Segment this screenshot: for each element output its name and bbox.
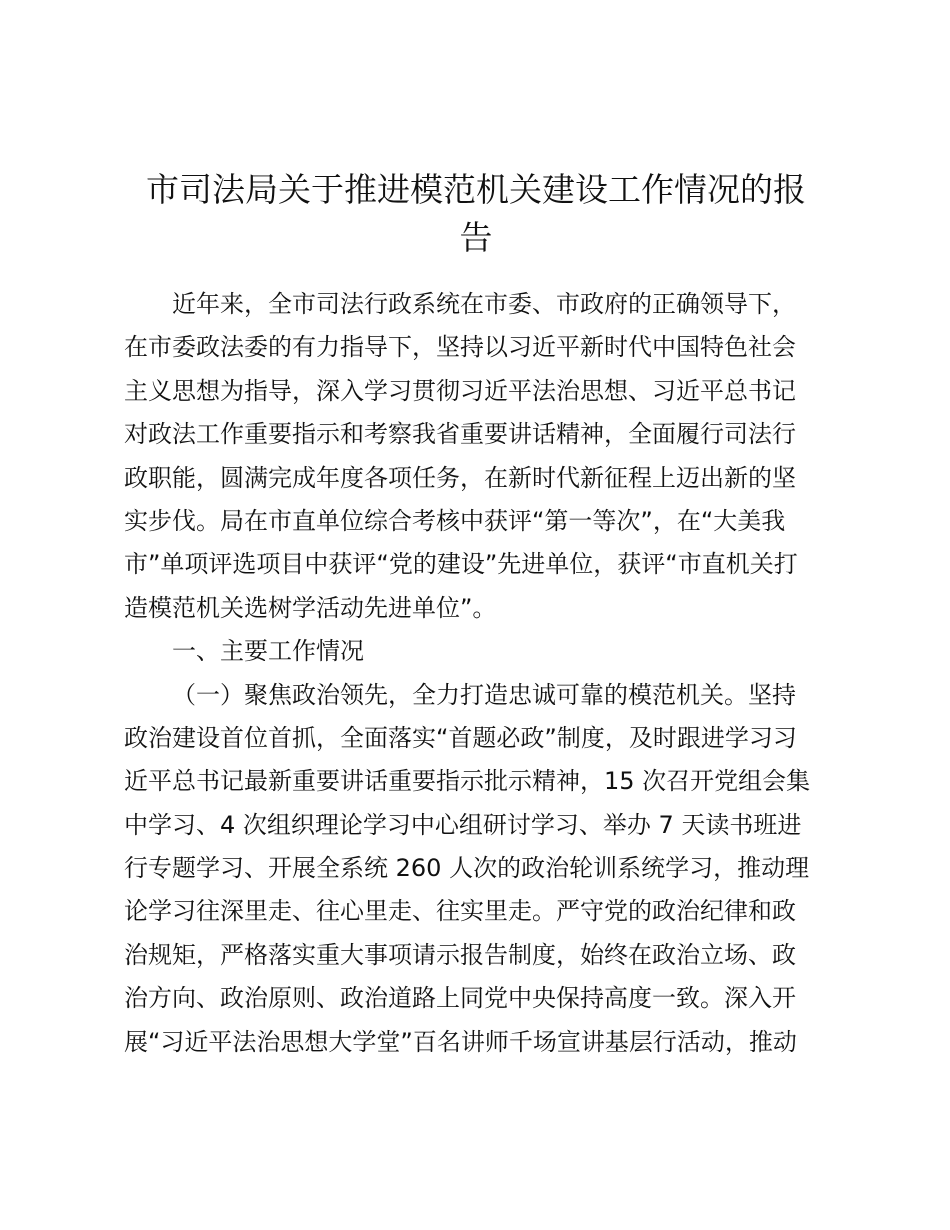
paragraph-line: 实步伐。局在市直单位综合考核中获评“第一等次”，在“大美我 <box>124 506 786 535</box>
paragraph-line: 在市委政法委的有力指导下，坚持以习近平新时代中国特色社会 <box>124 333 796 362</box>
paragraph-line: 近平总书记最新重要讲话重要指示批示精神，15 次召开党组会集 <box>124 767 811 796</box>
paragraph-line: 行专题学习、开展全系统 260 人次的政治轮训系统学习，推动理 <box>124 854 810 883</box>
title-line-2: 告 <box>459 218 493 257</box>
paragraph-line: 政治建设首位首抓，全面落实“首题必政”制度，及时跟进学习习 <box>124 723 797 752</box>
paragraph-line: 中学习、4 次组织理论学习中心组研讨学习、举办 7 天读书班进 <box>124 810 802 839</box>
document-title <box>124 166 828 262</box>
paragraph-line: 展“习近平法治思想大学堂”百名讲师千场宣讲基层行活动，推动 <box>124 1027 797 1056</box>
subsection-heading-line: （一）聚焦政治领先，全力打造忠诚可靠的模范机关。坚持 <box>172 680 796 709</box>
title-line-1: 市司法局关于推进模范机关建设工作情况的报 <box>146 170 806 209</box>
paragraph-line: 市”单项评选项目中获评“党的建设”先进单位，获评“市直机关打 <box>124 550 798 579</box>
paragraph-line: 近年来，全市司法行政系统在市委、市政府的正确领导下， <box>172 290 796 318</box>
paragraph-line: 对政法工作重要指示和考察我省重要讲话精神，全面履行司法行 <box>124 420 796 449</box>
paragraph-line: 治方向、政治原则、政治道路上同党中央保持高度一致。深入开 <box>124 984 796 1013</box>
paragraph-line: 治规矩，严格落实重大事项请示报告制度，始终在政治立场、政 <box>124 940 796 969</box>
paragraph-line: 政职能，圆满完成年度各项任务，在新时代新征程上迈出新的坚 <box>124 463 796 492</box>
paragraph-line: 造模范机关选树学活动先进单位”。 <box>124 593 497 622</box>
section-heading: 一、主要工作情况 <box>172 637 364 666</box>
paragraph-line: 主义思想为指导，深入学习贯彻习近平法治思想、习近平总书记 <box>124 376 796 405</box>
paragraph-line: 论学习往深里走、往心里走、往实里走。严守党的政治纪律和政 <box>124 897 796 926</box>
document-body <box>124 283 830 1064</box>
